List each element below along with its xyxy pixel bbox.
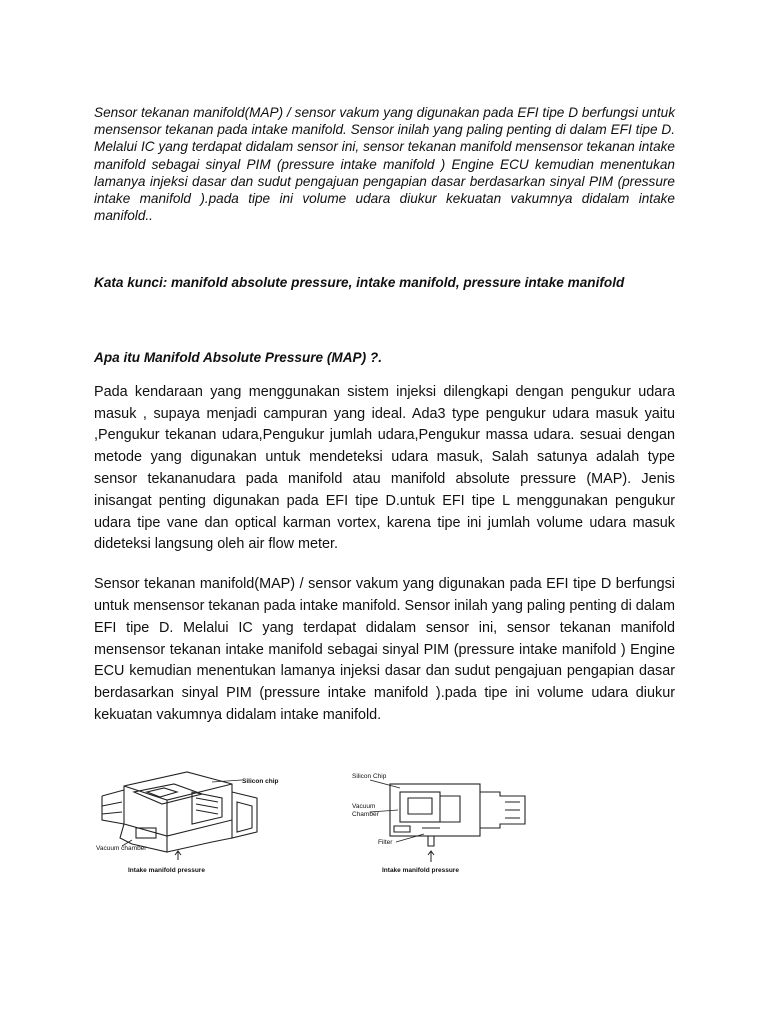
section-heading: Apa itu Manifold Absolute Pressure (MAP) ?. (94, 349, 383, 365)
keywords-line: Kata kunci: manifold absolute pressure, intake manifold, pressure intake manifold (94, 275, 625, 291)
figure1-caption: Intake manifold pressure (128, 867, 205, 874)
label-silicon-chip-1: Silicon chip (242, 778, 279, 785)
pressure-arrow-icon-2 (428, 851, 434, 862)
body-paragraph-1: Pada kendaraan yang menggunakan sistem injeksi dilengkapi dengan pengukur udara masuk , supaya menjadi campuran yang ideal. Ada3 type pengukur udara masuk yaitu ,Pengukur tekanan udara,Pengukur jumlah udara,Pengukur massa udara. sesuai dengan metode yang digunakan untuk mendeteksi udara masuk, Salah satunya adalah type sensor tekananudara pada manifold atau manifold absolute pressure (MAP). Jenis inisangat penting digunakan pada EFI tipe D.untuk EFI tipe L menggunakan pengukur udara tipe vane dan optical karman vortex, karena tipe ini jumlah volume udara masuk dideteksi langsung oleh air flow meter. (94, 383, 675, 553)
figure2-caption: Intake manifold pressure (382, 867, 459, 874)
body-paragraph-2: Sensor tekanan manifold(MAP) / sensor vakum yang digunakan pada EFI tipe D berfungsi untuk mensensor tekanan pada intake manifold. Sensor inilah yang paling penting di dalam EFI tipe D. Melalui IC yang terdapat didalam sensor ini, sensor tekanan manifold mensensor tekanan intake manifold sebagai sinyal PIM (pressure intake manifold ) Engine ECU kemudian menentukan lamanya injeksi dasar dan sudut pengajuan pengapian dasar berdasarkan sinyal PIM (pressure intake manifold ).pada tipe ini volume udara diukur kekuatan vakumnya didalam intake manifold. (94, 576, 675, 723)
label-silicon-chip-2: Silicon Chip (352, 773, 387, 780)
pressure-arrow-icon (175, 851, 181, 860)
label-chamber: Chamber (352, 811, 379, 818)
map-sensor-figure-2 (350, 766, 550, 876)
label-vacuum-chamber: Vacuum chamber (96, 845, 147, 852)
map-sensor-figure-1 (92, 762, 302, 878)
document-body (94, 104, 675, 727)
sensor-section-drawing (390, 784, 525, 846)
summary-paragraph: Sensor tekanan manifold(MAP) / sensor vakum yang digunakan pada EFI tipe D berfungsi untuk mensensor tekanan pada intake manifold. Sensor inilah yang paling penting di dalam EFI tipe D. Melalui IC yang terdapat didalam sensor ini, sensor tekanan manifold mensensor tekanan intake manifold sebagai sinyal PIM (pressure intake manifold ) Engine ECU kemudian menentukan lamanya injeksi dasar dan sudut pengajuan pengapian dasar berdasarkan sinyal PIM (pressure intake manifold ).pada tipe ini volume udara diukur kekuatan vakumnya didalam intake manifold.. (94, 105, 675, 224)
label-vacuum: Vacuum (352, 803, 376, 810)
label-filter: Filter (378, 839, 393, 846)
sensor-figures (92, 762, 552, 880)
sensor-body-drawing (102, 772, 257, 852)
